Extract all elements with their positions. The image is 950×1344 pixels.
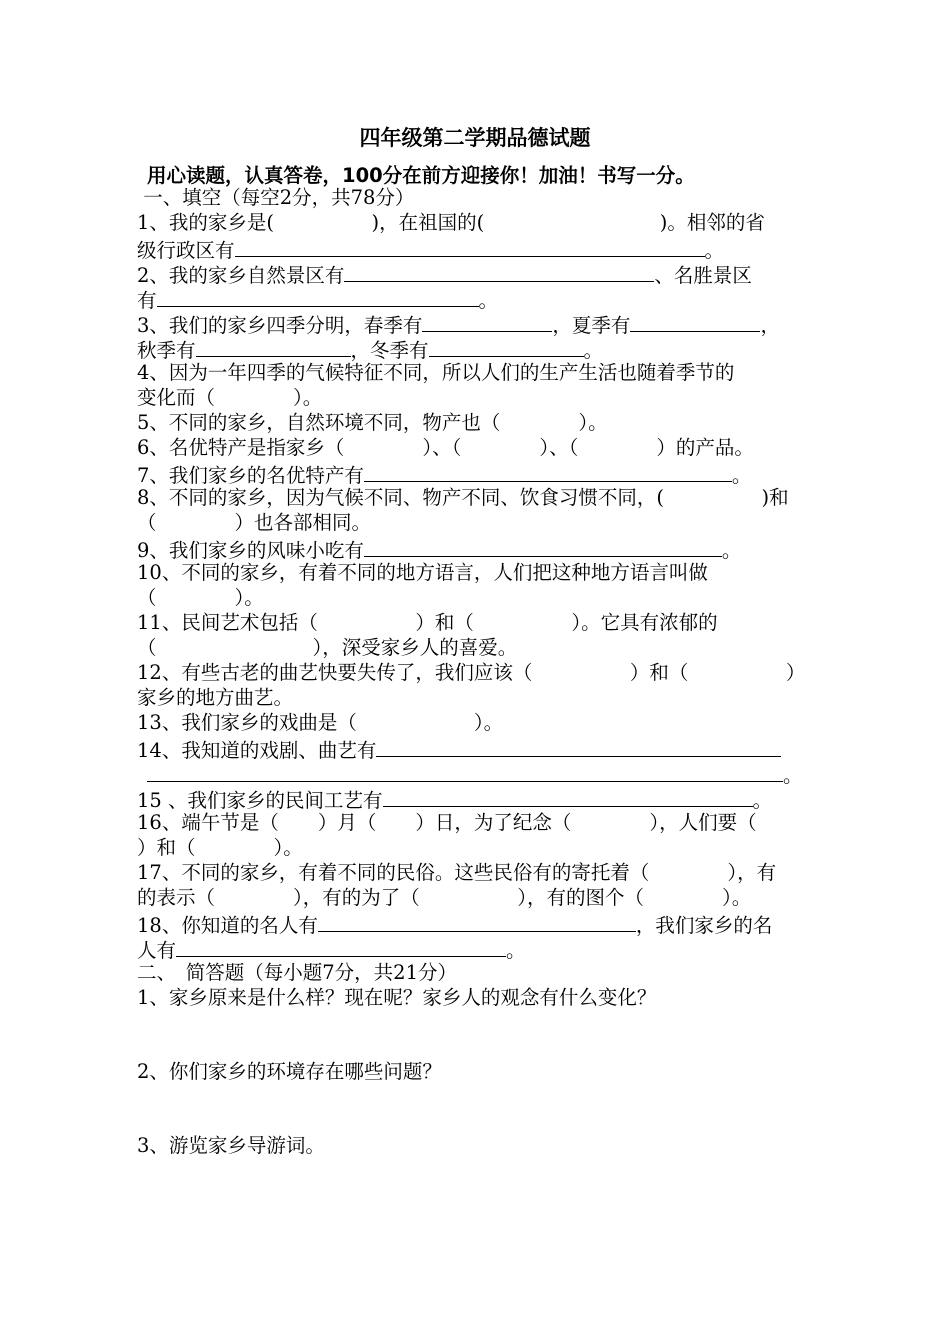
q7-label: 7、我们家乡的名优特产有 — [137, 464, 364, 487]
q18-blank-1[interactable] — [318, 911, 636, 932]
q13-line: 13、我们家乡的戏曲是（ ）。 — [137, 711, 504, 734]
q3-winter-blank[interactable] — [429, 336, 584, 357]
q3-winter-label: ，冬季有 — [350, 339, 429, 362]
q11-line-b: （ ），深受家乡人的喜爱。 — [137, 636, 518, 659]
q17-line-a: 17、不同的家乡，有着不同的民俗。这些民俗有的寄托着（ ），有 — [137, 861, 777, 884]
q9-end: 。 — [721, 539, 742, 562]
q12-line-b: 家乡的地方曲艺。 — [137, 686, 294, 709]
q10-line-b: （ ）。 — [137, 586, 264, 609]
q3-end: 。 — [583, 339, 604, 362]
q1-line-b — [137, 236, 724, 263]
short-answer-q2: 2、你们家乡的环境存在哪些问题？ — [137, 1060, 442, 1083]
q2-line-a — [137, 261, 752, 288]
q2-label-b: 有 — [137, 289, 157, 312]
q18-line-a — [137, 911, 772, 938]
q2-blank-1[interactable] — [344, 261, 654, 282]
q3-comma: ， — [760, 314, 780, 337]
short-answer-q3: 3、游览家乡导游词。 — [137, 1134, 325, 1157]
q15-label: 15 、我们家乡的民间工艺有 — [137, 789, 383, 812]
q7-end: 。 — [731, 464, 752, 487]
q7-line — [137, 461, 751, 488]
q3-autumn-blank[interactable] — [196, 336, 351, 357]
q8-line-b: （ ）也各部相同。 — [137, 511, 372, 534]
q8-line-a: 8、不同的家乡，因为气候不同、物产不同、饮食习惯不同，( )和 — [137, 486, 789, 509]
q14-end: 。 — [783, 764, 803, 787]
q1-label: 级行政区有 — [137, 239, 235, 262]
page-title: 四年级第二学期品德试题 — [359, 126, 591, 150]
section1-heading: 一、填空（每空2分，共78分） — [137, 186, 415, 209]
q9-line — [137, 536, 741, 563]
q15-line — [137, 786, 772, 813]
q9-label: 9、我们家乡的风味小吃有 — [137, 539, 364, 562]
q2-end: 。 — [478, 289, 499, 312]
q14-blank-2[interactable] — [147, 761, 783, 782]
q18-label: 18、你知道的名人有 — [137, 914, 318, 937]
q14-line-a — [137, 736, 781, 763]
q17-line-b: 的表示（ ），有的为了（ ），有的图个（ ）。 — [137, 886, 752, 909]
q14-line-b — [137, 761, 803, 788]
q15-blank[interactable] — [383, 786, 753, 807]
q6-line: 6、名优特产是指家乡（ ）、（ ）、（ ）的产品。 — [137, 436, 754, 459]
q3-summer-blank[interactable] — [630, 311, 760, 332]
q10-line-a: 10、不同的家乡，有着不同的地方语言，人们把这种地方语言叫做 — [137, 561, 708, 584]
short-answer-q1: 1、家乡原来是什么样？现在呢？家乡人的观念有什么变化？ — [137, 986, 657, 1009]
q1-end: 。 — [704, 239, 725, 262]
q1-blank[interactable] — [235, 236, 705, 257]
q2-blank-2[interactable] — [157, 286, 479, 307]
q7-blank[interactable] — [364, 461, 732, 482]
q18-blank-2[interactable] — [176, 936, 506, 957]
q14-label: 14、我知道的戏剧、曲艺有 — [137, 739, 377, 762]
section2-heading: 二、 简答题（每小题7分，共21分） — [137, 961, 457, 984]
q3-spring-blank[interactable] — [422, 311, 552, 332]
q3-summer-label: ，夏季有 — [552, 314, 631, 337]
q15-end: 。 — [752, 789, 773, 812]
q3-line-a — [137, 311, 780, 338]
q1-line-a: 1、我的家乡是( )，在祖国的( )。相邻的省 — [137, 211, 765, 234]
q16-line-a: 16、端午节是（ ）月（ ）日，为了纪念（ ），人们要（ — [137, 811, 757, 834]
q9-blank[interactable] — [364, 536, 722, 557]
q14-blank-1[interactable] — [376, 736, 781, 757]
q2-mid: 、名胜景区 — [654, 264, 752, 287]
q2-line-b — [137, 286, 498, 313]
q5-line: 5、不同的家乡，自然环境不同，物产也（ ）。 — [137, 411, 608, 434]
q4-line-b: 变化而（ ）。 — [137, 386, 323, 409]
q16-line-b: ）和（ ）。 — [137, 836, 303, 859]
q12-line-a: 12、有些古老的曲艺快要失传了，我们应该（ ）和（ ） — [137, 661, 806, 684]
q2-label: 2、我的家乡自然景区有 — [137, 264, 345, 287]
q18-mid: ，我们家乡的名 — [635, 914, 773, 937]
q3-spring-label: 3、我们的家乡四季分明，春季有 — [137, 314, 423, 337]
q18-label-b: 人有 — [137, 939, 177, 962]
q18-end: 。 — [506, 939, 526, 962]
q3-line-b — [137, 336, 603, 363]
q4-line-a: 4、因为一年四季的气候特征不同，所以人们的生产生活也随着季节的 — [137, 361, 735, 384]
q3-autumn-label: 秋季有 — [137, 339, 196, 362]
q11-line-a: 11、民间艺术包括（ ）和（ ）。它具有浓郁的 — [137, 611, 718, 634]
q18-line-b — [137, 936, 526, 963]
instruction-line: 用心读题，认真答卷，100分在前方迎接你！加油！书写一分。 — [147, 164, 695, 187]
